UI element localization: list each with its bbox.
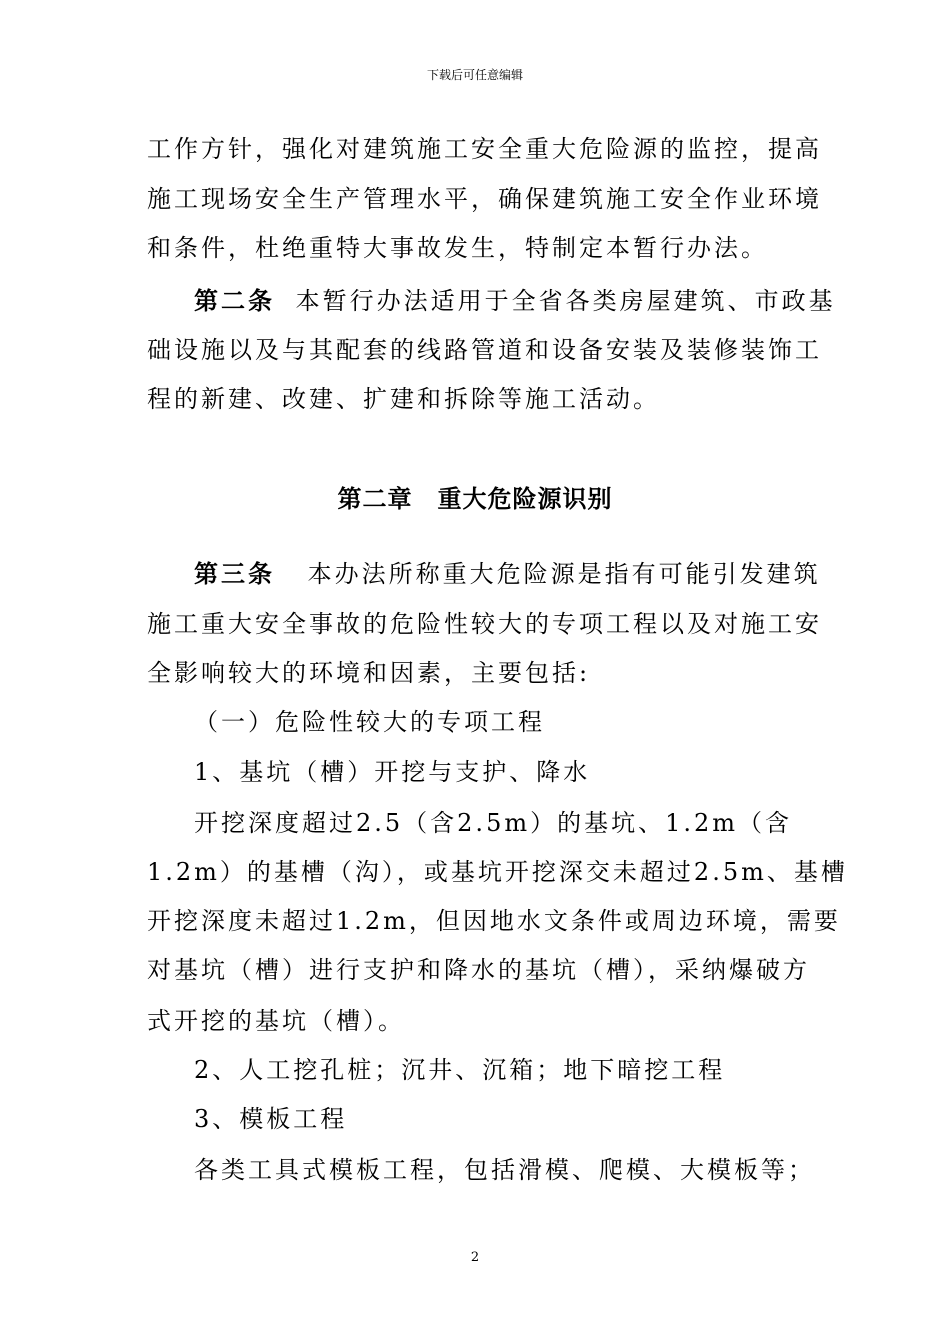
article-2-first-line <box>194 286 836 316</box>
article-2-label: 第二条 <box>194 287 275 315</box>
item-1-title: 1、基坑（槽）开挖与支护、降水 <box>194 758 591 786</box>
page-header: 下载后可任意编辑 <box>426 68 523 82</box>
body-line: 础设施以及与其配套的线路管道和设备安装及装修装饰工 <box>147 336 822 364</box>
body-line: 开挖深度未超过1.2m，但因地水文条件或周边环境，需要 <box>147 907 841 935</box>
body-line: 施工重大安全事故的危险性较大的专项工程以及对施工安 <box>147 610 822 638</box>
chapter-heading: 第二章 重大危险源识别 <box>337 485 613 513</box>
page-number: 2 <box>470 1250 480 1265</box>
body-line: 各类工具式模板工程，包括滑模、爬模、大模板等； <box>194 1156 815 1184</box>
article-2-text: 本暂行办法适用于全省各类房屋建筑、市政基 <box>295 287 836 315</box>
body-line: 施工现场安全生产管理水平，确保建筑施工安全作业环境 <box>147 185 822 213</box>
body-line: 式开挖的基坑（槽）。 <box>147 1007 405 1035</box>
article-3-label: 第三条 <box>194 560 275 588</box>
article-3-text: 本办法所称重大危险源是指有可能引发建筑 <box>307 560 821 588</box>
article-3-first-line <box>194 559 821 589</box>
section-heading: （一）危险性较大的专项工程 <box>194 708 545 736</box>
body-line: 开挖深度超过2.5（含2.5m）的基坑、1.2m（含 <box>194 809 793 837</box>
body-line: 1.2m）的基槽（沟），或基坑开挖深交未超过2.5m、基槽 <box>147 858 848 886</box>
body-line: 工作方针，强化对建筑施工安全重大危险源的监控，提高 <box>147 135 822 163</box>
body-line: 和条件，杜绝重特大事故发生，特制定本暂行办法。 <box>147 234 768 262</box>
body-line: 全影响较大的环境和因素，主要包括: <box>147 659 591 687</box>
item-3-title: 3、模板工程 <box>194 1105 348 1133</box>
item-2-title: 2、人工挖孔桩；沉井、沉箱；地下暗挖工程 <box>194 1056 726 1084</box>
body-line: 对基坑（槽）进行支护和降水的基坑（槽），采纳爆破方 <box>147 956 810 984</box>
body-line: 程的新建、改建、扩建和拆除等施工活动。 <box>147 385 660 413</box>
